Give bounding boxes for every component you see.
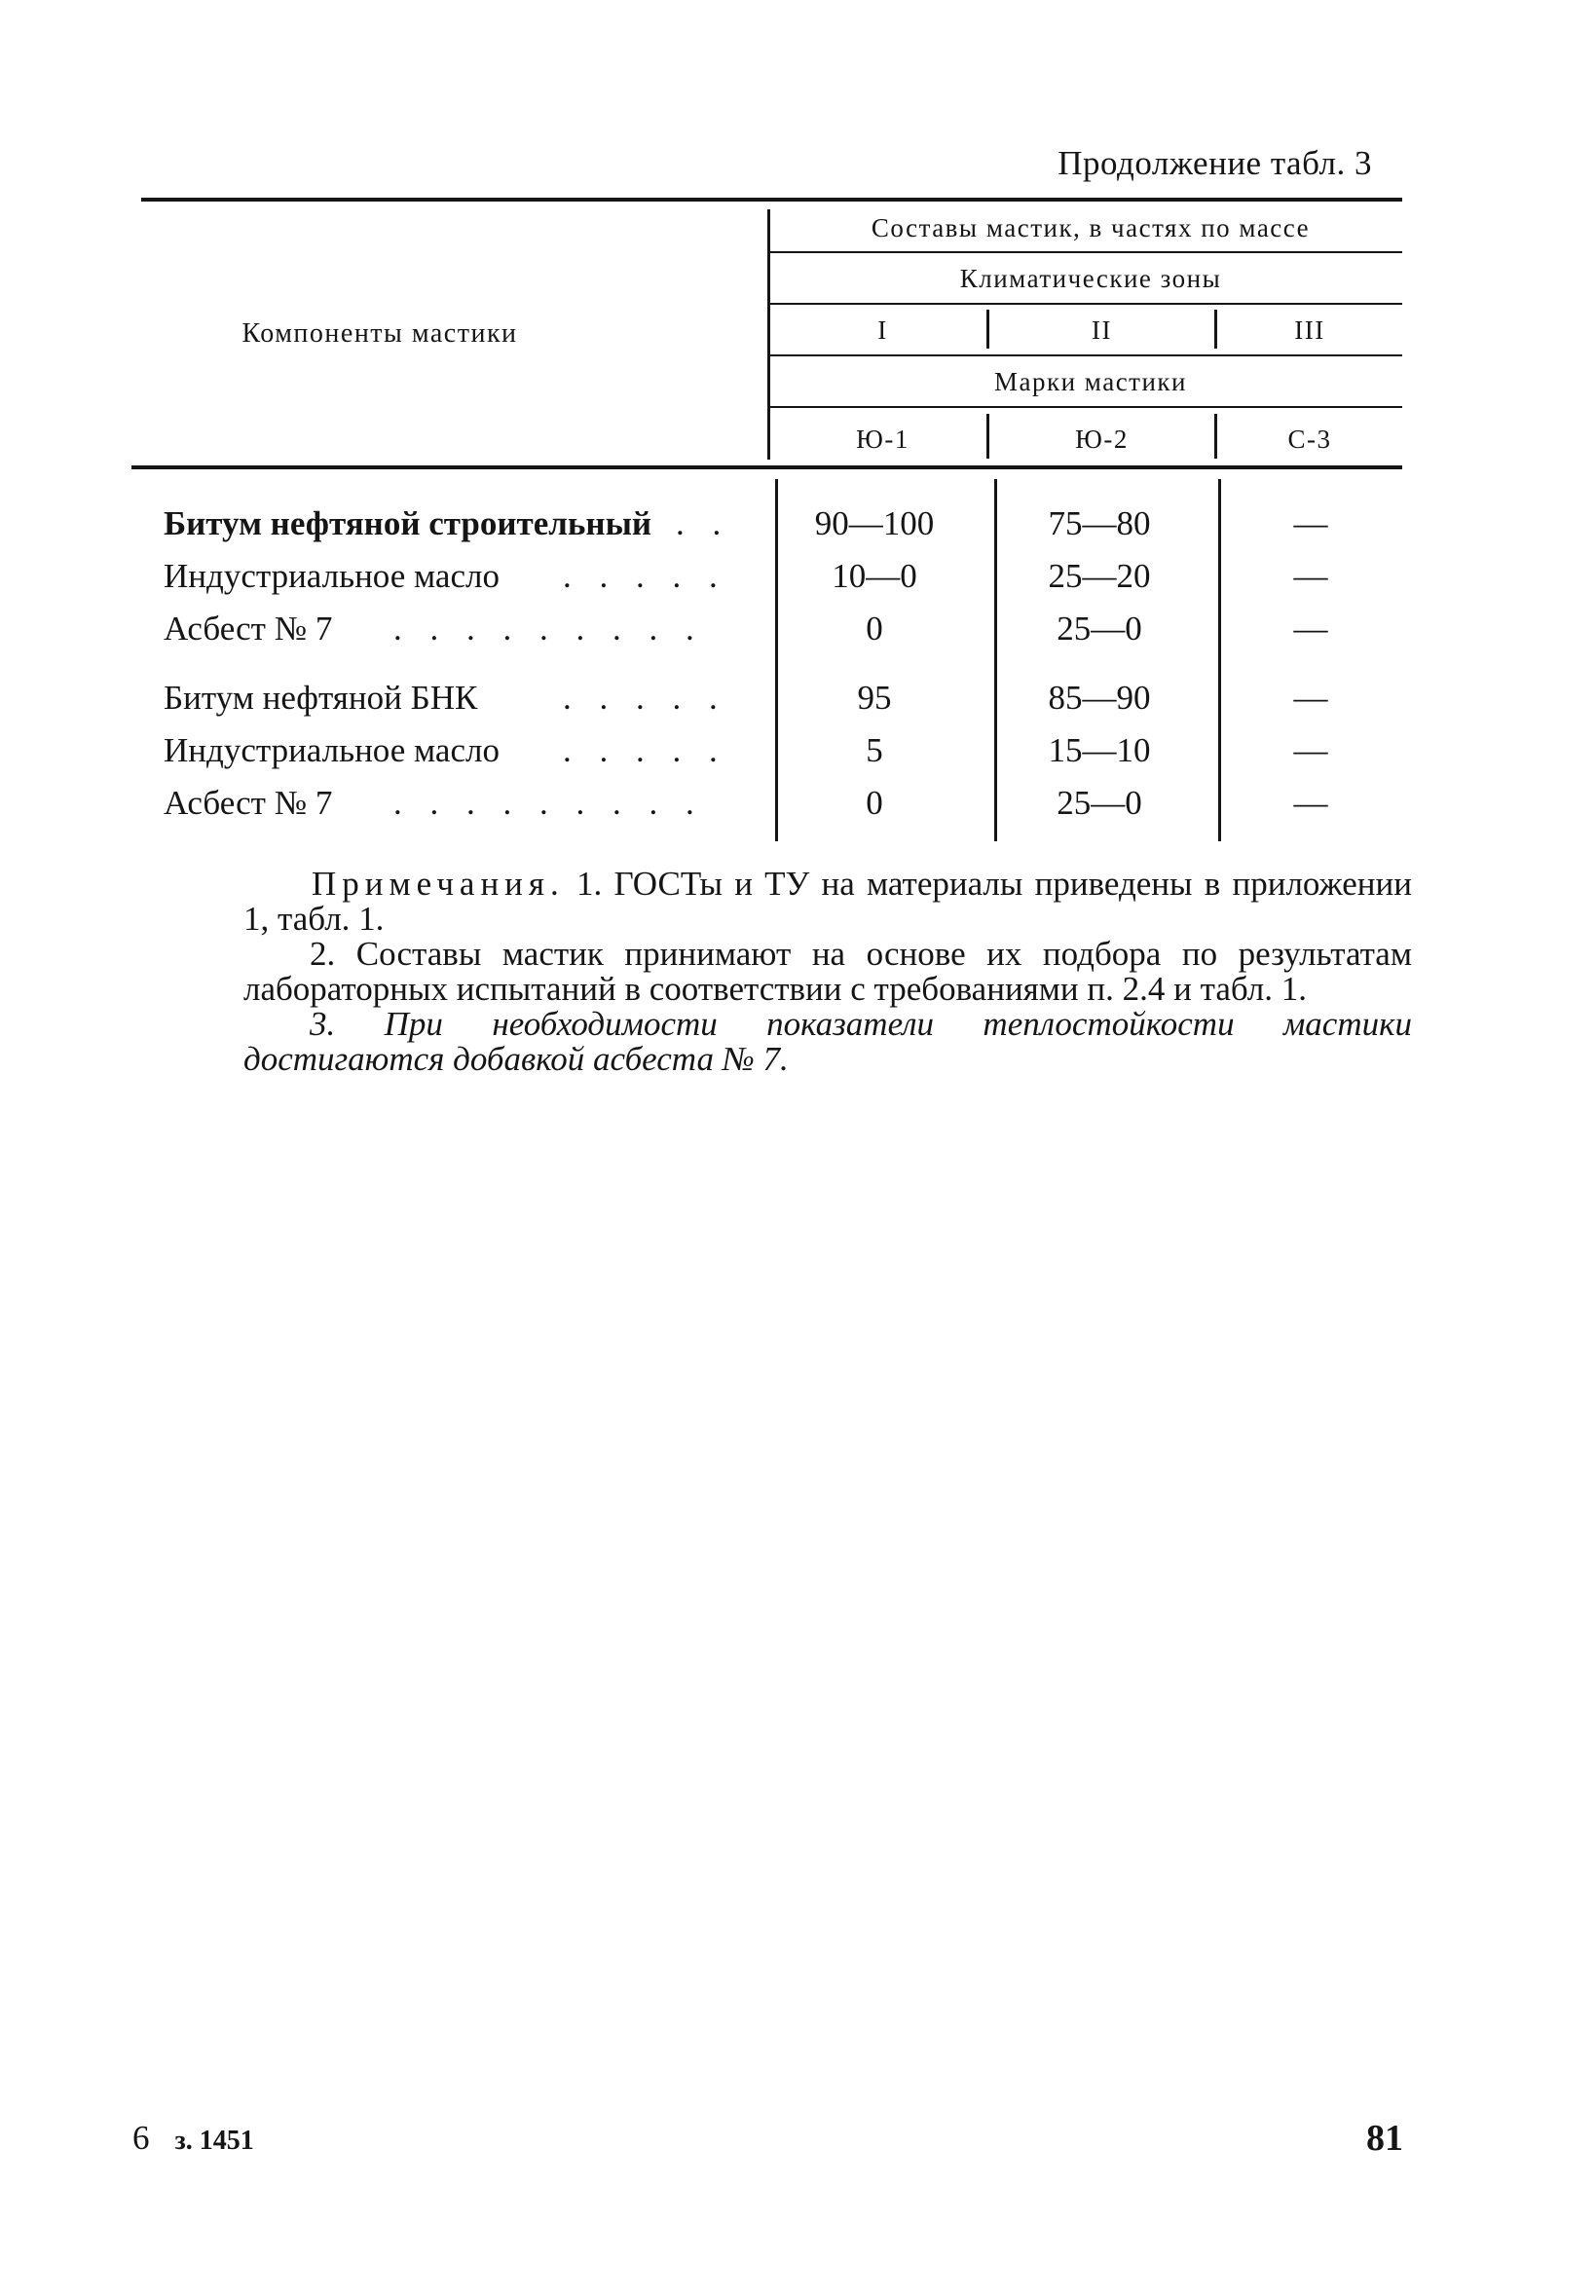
table-row [164, 731, 1410, 784]
table-row [164, 557, 1410, 610]
header-brand-3: С-3 [1287, 425, 1332, 454]
row-value-s3: — [1293, 504, 1328, 542]
row-leader-dots: . . . . . [563, 679, 727, 717]
header-brand-1: Ю-1 [856, 425, 909, 454]
header-zone-2: II [1092, 315, 1112, 345]
header-divider-left [767, 209, 770, 460]
row-value-yu1: 95 [857, 679, 892, 717]
row-value-s3: — [1293, 610, 1328, 648]
header-rule-zones [769, 354, 1402, 356]
header-bottom-rule [131, 465, 1402, 469]
header-brand-2: Ю-2 [1075, 425, 1129, 454]
row-component-name: Асбест № 7 [164, 784, 333, 822]
row-component-name: Индустриальное масло [164, 731, 500, 769]
header-rule-zones-title [769, 303, 1402, 305]
footer-order-number: з. 1451 [174, 2126, 254, 2156]
note-2: 2. Составы мастик принимают на основе их подбора по результатам лабораторных испытаний в соответствии с требованиями п. 2.4 и табл. 1. [243, 935, 1412, 1008]
row-value-yu2: 15—10 [1048, 731, 1151, 769]
notes [243, 867, 1412, 1077]
row-component-name: Индустриальное масло [164, 557, 500, 595]
row-leader-dots: . . [676, 504, 731, 542]
row-value-yu1: 0 [866, 610, 883, 648]
row-value-yu1: 0 [866, 784, 883, 822]
note-1 [243, 867, 1412, 937]
row-value-yu2: 25—20 [1048, 557, 1151, 595]
row-leader-dots: . . . . . . . . . [393, 610, 704, 648]
table-row [164, 679, 1410, 731]
header-zones-title: Климатические зоны [959, 264, 1222, 293]
table-row [164, 610, 1410, 662]
header-zone-3: III [1294, 315, 1325, 345]
note-3: 3. При необходимости показатели теплостойкости мастики достигаются добавкой асбеста № 7. [243, 1005, 1412, 1078]
page-number: 81 [1366, 2118, 1403, 2159]
row-value-yu2: 25—0 [1057, 610, 1142, 648]
row-component-name: Асбест № 7 [164, 610, 333, 648]
row-leader-dots: . . . . . . . . . [393, 784, 704, 822]
row-value-s3: — [1293, 557, 1328, 595]
row-value-yu2: 75—80 [1048, 504, 1151, 542]
footer-sheet-number: 6 [132, 2119, 150, 2157]
header-composition: Составы мастик, в частях по массе [871, 213, 1311, 242]
row-component-name: Битум нефтяной БНК [164, 679, 478, 717]
table-top-rule [141, 198, 1402, 202]
row-value-s3: — [1293, 679, 1328, 717]
header-rule-brands-title [769, 406, 1402, 408]
header-rule-composition [769, 251, 1402, 253]
header-brands-title: Марки мастики [994, 367, 1187, 396]
row-component-name: Битум нефтяной строительный [164, 504, 652, 542]
row-leader-dots: . . . . . [563, 557, 727, 595]
row-value-yu1: 10—0 [832, 557, 917, 595]
row-value-s3: — [1293, 784, 1328, 822]
row-leader-dots: . . . . . [563, 731, 727, 769]
table-caption: Продолжение табл. 3 [1058, 144, 1372, 182]
row-value-yu2: 85—90 [1048, 679, 1151, 717]
row-value-yu1: 5 [866, 731, 883, 769]
table-row [164, 784, 1410, 836]
row-value-yu2: 25—0 [1057, 784, 1142, 822]
row-value-yu1: 90—100 [814, 504, 935, 542]
note-1-text: 1. ГОСТы и ТУ на материалы приведены в приложении 1, табл. 1. [243, 865, 1412, 938]
notes-heading: Примечания. [312, 865, 565, 903]
row-value-s3: — [1293, 731, 1328, 769]
footer-sheet-mark [132, 2119, 254, 2158]
header-zone-1: I [877, 315, 888, 345]
table-row [164, 504, 1410, 557]
header-components: Компоненты мастики [241, 318, 518, 349]
